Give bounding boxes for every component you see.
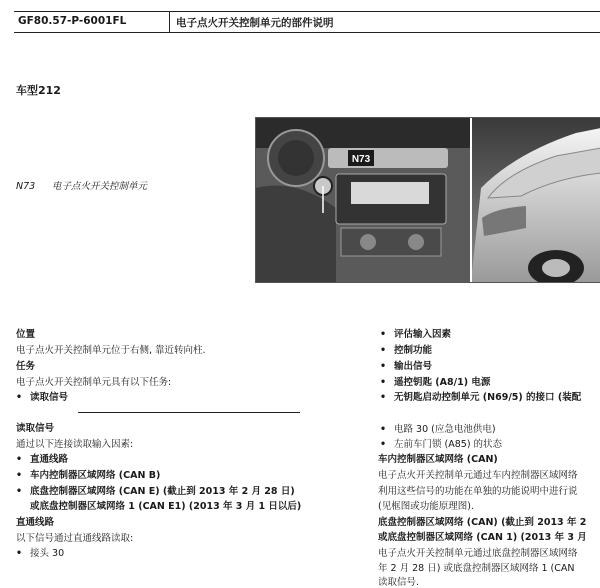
header-divider: [169, 12, 170, 32]
can-b-heading: 车内控制器区域网络 (CAN): [378, 454, 498, 465]
signal-item: • 电路 30 (应急电池供电): [380, 421, 496, 435]
chassis-line: 电子点火开关控制单元通过底盘控制器区域网络: [378, 548, 578, 559]
task-text: 电子点火开关控制单元具有以下任务:: [16, 377, 172, 388]
read-heading: 读取信号: [16, 423, 55, 434]
dashboard-car-illustration: [256, 118, 600, 282]
model-heading: 车型212: [16, 84, 61, 97]
can-b-line: 利用这些信号的功能在单独的功能说明中进行说: [378, 486, 578, 497]
task-list-item: • 无钥匙启动控制单元 (N69/5) 的接口 (装配: [380, 389, 581, 403]
location-heading: 位置: [16, 329, 36, 340]
direct-text: 以下信号通过直通线路读取:: [16, 533, 134, 544]
read-text: 通过以下连接读取输入因素:: [16, 439, 134, 450]
chassis-line: 读取信号.: [378, 577, 420, 588]
n73-callout: N73: [351, 154, 371, 165]
direct-heading: 直通线路: [16, 517, 55, 528]
component-photo: [255, 117, 600, 283]
read-item: • 直通线路: [16, 451, 68, 465]
can-b-line: 电子点火开关控制单元通过车内控制器区域网络: [378, 470, 578, 481]
task-item: • 读取信号: [16, 389, 68, 403]
section-divider: [78, 412, 300, 413]
document-header: [14, 11, 600, 33]
task-list-item: • 遥控钥匙 (A8/1) 电源: [380, 374, 490, 388]
figure-caption: [16, 178, 147, 192]
document-code: GF80.57-P-6001FL: [18, 15, 127, 27]
task-list-item: • 评估输入因素: [380, 326, 451, 340]
caption-code: N73: [16, 181, 36, 192]
read-item: • 车内控制器区域网络 (CAN B): [16, 467, 160, 481]
location-text: 电子点火开关控制单元位于右侧, 靠近转向柱.: [16, 345, 206, 356]
task-list-item: • 控制功能: [380, 342, 432, 356]
read-item: • 底盘控制器区域网络 (CAN E) (截止到 2013 年 2 月 28 日): [16, 483, 295, 497]
chassis-heading: 或底盘控制器区域网络 (CAN 1) (2013 年 3 月: [378, 532, 587, 543]
read-item-continued: 或底盘控制器区域网络 1 (CAN E1) (2013 年 3 月 1 日以后): [30, 501, 302, 512]
chassis-line: 年 2 月 28 日) 或底盘控制器区域网络 1 (CAN: [378, 563, 575, 574]
chassis-heading: 底盘控制器区域网络 (CAN) (截止到 2013 年 2: [378, 517, 587, 528]
task-heading: 任务: [16, 361, 36, 372]
document-title: 电子点火开关控制单元的部件说明: [176, 17, 334, 29]
caption-text: 电子点火开关控制单元: [52, 181, 148, 192]
signal-item: • 左前车门锁 (A85) 的状态: [380, 436, 502, 450]
task-list-item: • 输出信号: [380, 358, 432, 372]
can-b-line: (见框图或功能原理图).: [378, 501, 474, 512]
direct-item: • 接头 30: [16, 545, 64, 559]
